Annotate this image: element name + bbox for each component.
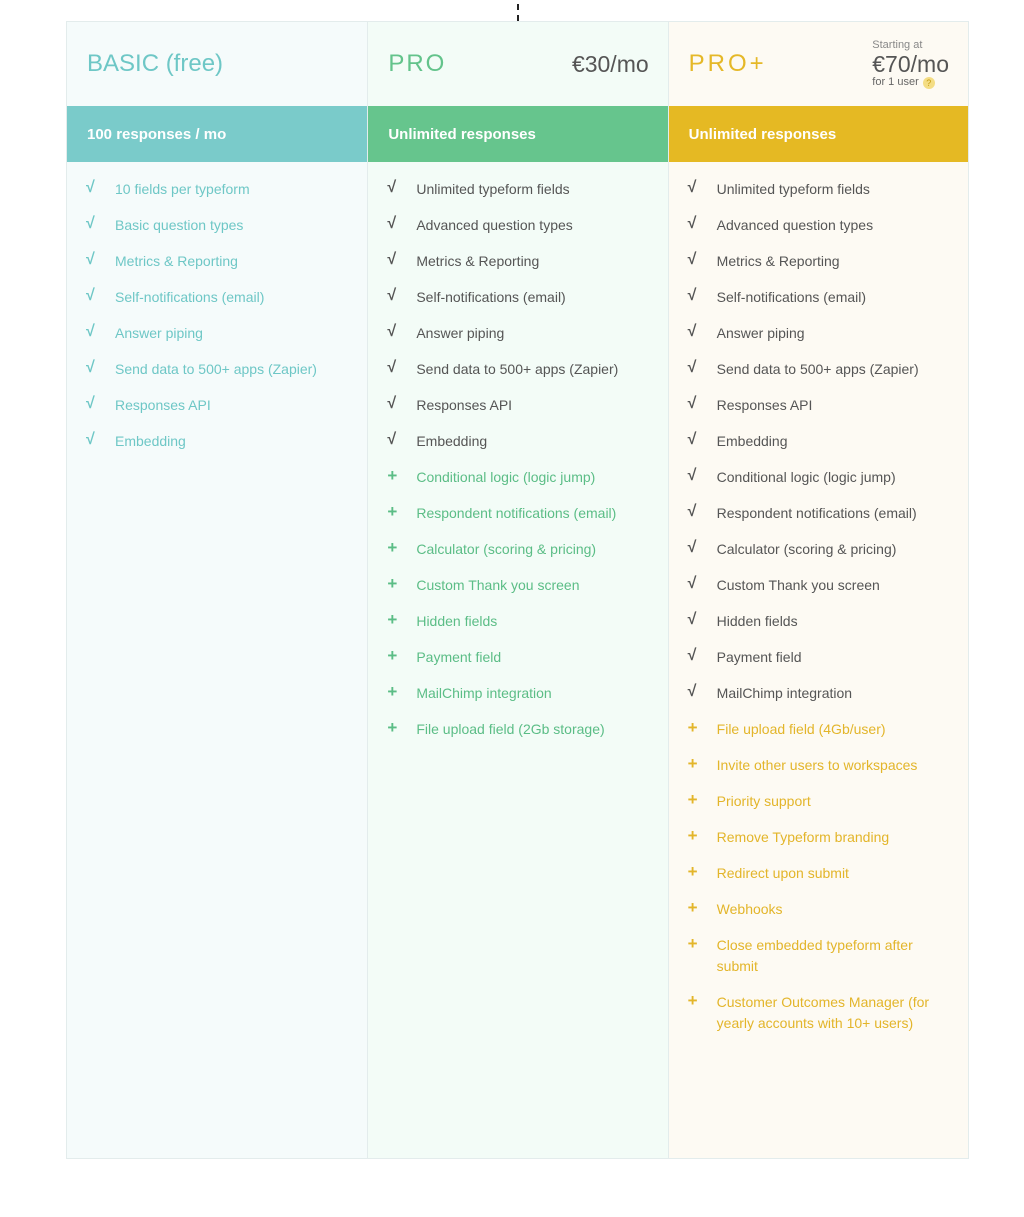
- checkmark-icon: √: [687, 611, 697, 628]
- checkmark-icon: √: [687, 431, 697, 448]
- checkmark-icon: √: [387, 359, 397, 376]
- feature-item: [368, 611, 667, 632]
- checkmark-icon: √: [387, 287, 397, 304]
- feature-item: [669, 647, 968, 668]
- feature-item: [669, 503, 968, 524]
- checkmark-icon: √: [687, 647, 697, 664]
- pricing-table: [66, 21, 969, 1159]
- feature-item: [669, 899, 968, 920]
- checkmark-icon: √: [687, 215, 697, 232]
- feature-label: Respondent notifications (email): [416, 505, 617, 521]
- price-suffix: for 1 user: [872, 76, 919, 88]
- feature-item: [368, 215, 667, 236]
- feature-list: [67, 162, 367, 452]
- feature-item: [669, 323, 968, 344]
- feature-item: [669, 755, 968, 776]
- feature-label: Redirect upon submit: [716, 865, 849, 881]
- feature-label: Basic question types: [115, 217, 244, 233]
- feature-label: Send data to 500+ apps (Zapier): [716, 361, 919, 377]
- plan-basic-column: [67, 22, 367, 1158]
- checkmark-icon: √: [687, 395, 697, 412]
- feature-label: Self-notifications (email): [416, 289, 566, 305]
- feature-item: [669, 791, 968, 812]
- plan-name: BASIC (free): [87, 50, 224, 77]
- feature-item: [67, 359, 367, 380]
- feature-label: Invite other users to workspaces: [716, 757, 918, 773]
- feature-item: [669, 179, 968, 200]
- checkmark-icon: √: [86, 359, 95, 376]
- checkmark-icon: √: [86, 287, 95, 304]
- feature-label: Custom Thank you screen: [416, 577, 580, 593]
- feature-item: [67, 431, 367, 452]
- plan-header: [368, 22, 667, 106]
- feature-label: MailChimp integration: [716, 685, 853, 701]
- checkmark-icon: √: [687, 467, 697, 484]
- feature-label: Responses API: [115, 397, 211, 413]
- checkmark-icon: √: [86, 215, 95, 232]
- checkmark-icon: √: [687, 539, 697, 556]
- checkmark-icon: √: [687, 251, 697, 268]
- feature-item: [368, 431, 667, 452]
- feature-item: [669, 719, 968, 740]
- plus-icon: +: [387, 682, 398, 701]
- feature-label: File upload field (4Gb/user): [716, 721, 886, 737]
- feature-label: Payment field: [416, 649, 502, 665]
- feature-label: Self-notifications (email): [115, 289, 265, 305]
- plan-proplus-column: [668, 22, 968, 1158]
- feature-label: Send data to 500+ apps (Zapier): [416, 361, 619, 377]
- feature-item: [669, 575, 968, 596]
- feature-item: [67, 395, 367, 416]
- feature-label: Webhooks: [716, 901, 783, 917]
- plan-responses-band: Unlimited responses: [669, 106, 968, 162]
- checkmark-icon: √: [387, 431, 397, 448]
- checkmark-icon: √: [86, 395, 95, 412]
- feature-item: [669, 359, 968, 380]
- plus-icon: +: [687, 790, 698, 809]
- feature-label: Hidden fields: [416, 613, 498, 629]
- feature-item: [368, 683, 667, 704]
- checkmark-icon: √: [687, 575, 697, 592]
- top-divider: [517, 4, 519, 21]
- feature-item: [669, 683, 968, 704]
- checkmark-icon: √: [687, 503, 697, 520]
- plus-icon: +: [687, 934, 698, 953]
- feature-label: Embedding: [115, 433, 186, 449]
- feature-label: Metrics & Reporting: [716, 253, 840, 269]
- plan-price: €30/mo: [571, 50, 649, 77]
- feature-label: 10 fields per typeform: [115, 181, 250, 197]
- feature-item: [67, 215, 367, 236]
- feature-item: [368, 647, 667, 668]
- checkmark-icon: √: [387, 323, 397, 340]
- feature-label: Embedding: [716, 433, 788, 449]
- feature-label: Embedding: [416, 433, 488, 449]
- plus-icon: +: [687, 826, 698, 845]
- checkmark-icon: √: [687, 179, 697, 196]
- feature-label: Close embedded typeform after submit: [716, 937, 913, 974]
- price-prefix: Starting at: [872, 39, 923, 51]
- feature-item: [669, 287, 968, 308]
- feature-label: Metrics & Reporting: [115, 253, 238, 269]
- plus-icon: +: [387, 718, 398, 737]
- feature-label: Remove Typeform branding: [716, 829, 890, 845]
- feature-label: Hidden fields: [716, 613, 798, 629]
- feature-label: Calculator (scoring & pricing): [716, 541, 897, 557]
- checkmark-icon: √: [86, 179, 95, 196]
- plan-name: PRO: [388, 50, 447, 77]
- feature-label: Answer piping: [416, 325, 505, 341]
- feature-item: [368, 503, 667, 524]
- feature-item: [368, 251, 667, 272]
- feature-label: Priority support: [716, 793, 811, 809]
- feature-label: Calculator (scoring & pricing): [416, 541, 597, 557]
- feature-label: File upload field (2Gb storage): [416, 721, 605, 737]
- feature-item: [67, 251, 367, 272]
- plan-pro-column: [367, 22, 667, 1158]
- feature-label: Advanced question types: [716, 217, 874, 233]
- feature-label: Conditional logic (logic jump): [716, 469, 896, 485]
- feature-item: [669, 935, 968, 977]
- feature-item: [669, 827, 968, 848]
- plan-responses-band: 100 responses / mo: [67, 106, 367, 162]
- plan-price-block: [872, 39, 949, 89]
- feature-item: [368, 719, 667, 740]
- feature-item: [368, 467, 667, 488]
- plus-icon: +: [387, 466, 398, 485]
- feature-item: [368, 359, 667, 380]
- feature-label: Advanced question types: [416, 217, 573, 233]
- feature-item: [67, 287, 367, 308]
- feature-label: Send data to 500+ apps (Zapier): [115, 361, 317, 377]
- feature-item: [669, 992, 968, 1034]
- feature-item: [368, 287, 667, 308]
- checkmark-icon: √: [387, 215, 397, 232]
- plus-icon: +: [687, 898, 698, 917]
- feature-item: [368, 395, 667, 416]
- feature-item: [669, 215, 968, 236]
- plan-header: [67, 22, 367, 106]
- plus-icon: +: [387, 574, 398, 593]
- checkmark-icon: √: [387, 251, 397, 268]
- feature-label: Answer piping: [115, 325, 203, 341]
- feature-item: [669, 467, 968, 488]
- checkmark-icon: √: [86, 323, 95, 340]
- plus-icon: +: [687, 991, 698, 1010]
- feature-label: Customer Outcomes Manager (for yearly accounts with 10+ users): [716, 994, 930, 1031]
- feature-item: [669, 431, 968, 452]
- feature-label: Payment field: [716, 649, 802, 665]
- feature-item: [669, 251, 968, 272]
- feature-label: Responses API: [416, 397, 513, 413]
- plan-price: €70/mo: [872, 51, 949, 77]
- checkmark-icon: √: [687, 287, 697, 304]
- feature-label: Answer piping: [716, 325, 805, 341]
- feature-label: Metrics & Reporting: [416, 253, 540, 269]
- feature-label: Self-notifications (email): [716, 289, 867, 305]
- plus-icon: +: [387, 502, 398, 521]
- feature-item: [368, 539, 667, 560]
- info-icon[interactable]: ?: [923, 77, 935, 89]
- checkmark-icon: √: [387, 179, 397, 196]
- price-suffix-row: [872, 76, 949, 89]
- feature-item: [368, 179, 667, 200]
- feature-item: [368, 575, 667, 596]
- checkmark-icon: √: [687, 359, 697, 376]
- plan-header: [669, 22, 968, 106]
- feature-list: [669, 162, 968, 1034]
- plus-icon: +: [387, 646, 398, 665]
- feature-label: Unlimited typeform fields: [716, 181, 870, 197]
- plus-icon: +: [687, 754, 698, 773]
- feature-label: Custom Thank you screen: [716, 577, 880, 593]
- feature-label: Responses API: [716, 397, 813, 413]
- plan-name: PRO+: [688, 50, 767, 77]
- feature-label: MailChimp integration: [416, 685, 552, 701]
- feature-list: [368, 162, 667, 740]
- feature-label: Respondent notifications (email): [716, 505, 917, 521]
- feature-item: [669, 611, 968, 632]
- plan-responses-band: Unlimited responses: [368, 106, 667, 162]
- feature-item: [368, 323, 667, 344]
- checkmark-icon: √: [687, 323, 697, 340]
- plus-icon: +: [387, 610, 398, 629]
- checkmark-icon: √: [86, 251, 95, 268]
- feature-item: [67, 323, 367, 344]
- feature-item: [67, 179, 367, 200]
- checkmark-icon: √: [687, 683, 697, 700]
- plus-icon: +: [687, 862, 698, 881]
- feature-item: [669, 863, 968, 884]
- checkmark-icon: √: [387, 395, 397, 412]
- feature-item: [669, 539, 968, 560]
- feature-label: Unlimited typeform fields: [416, 181, 570, 197]
- plus-icon: +: [387, 538, 398, 557]
- feature-label: Conditional logic (logic jump): [416, 469, 596, 485]
- checkmark-icon: √: [86, 431, 95, 448]
- feature-item: [669, 395, 968, 416]
- plus-icon: +: [687, 718, 698, 737]
